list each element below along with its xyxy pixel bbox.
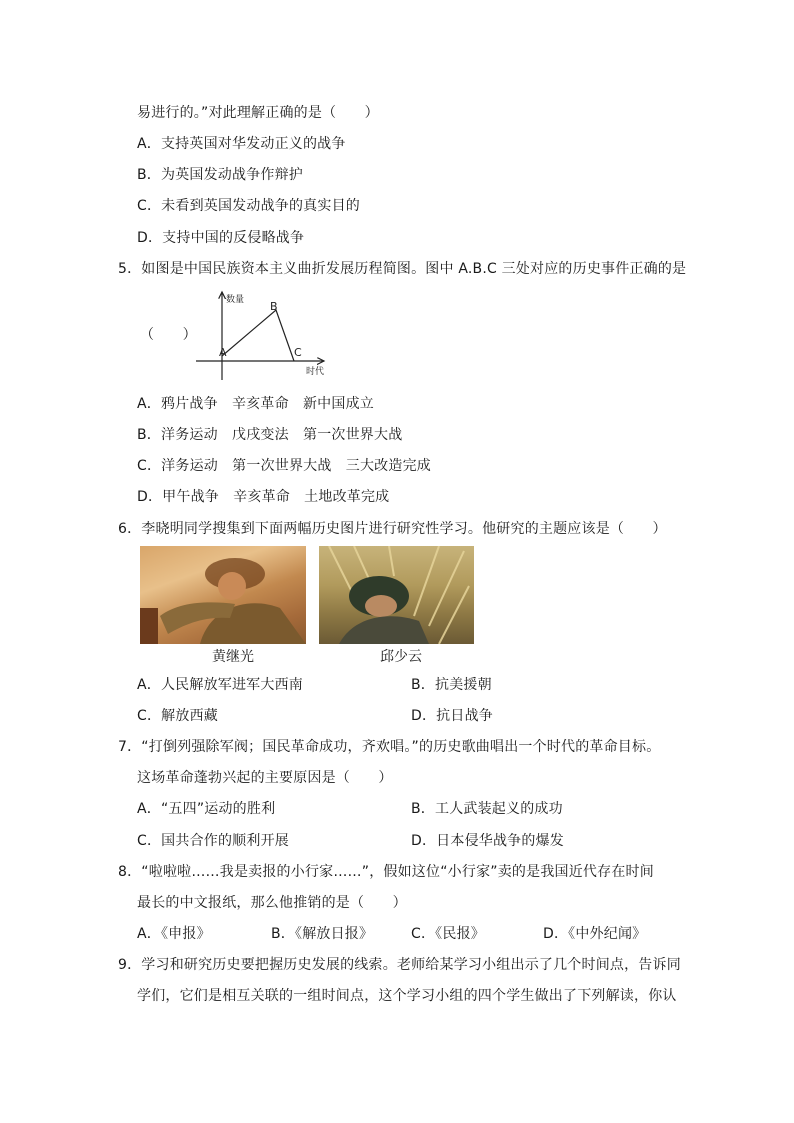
q9-stem-line1: 9．学习和研究历史要把握历史发展的线索。老师给某学习小组出示了几个时间点，告诉同 (118, 957, 681, 973)
q6-option-b: B．抗美援朝 (411, 677, 492, 693)
q8-option-c: C．《民报》 (411, 926, 485, 942)
q5-trend-line (222, 310, 294, 361)
q4-option-a: A．支持英国对华发动正义的战争 (137, 136, 346, 152)
q8-option-d: D．《中外纪闻》 (543, 926, 647, 942)
q4-option-c: C．未看到英国发动战争的真实目的 (137, 198, 360, 214)
qiu-shaoyun-caption: 邱少云 (380, 649, 422, 665)
q6-option-d: D．抗日战争 (411, 708, 493, 724)
q6-stem: 6．李晓明同学搜集到下面两幅历史图片进行研究性学习。他研究的主题应该是（ ） (118, 521, 667, 537)
q5-x-label: 时代 (306, 367, 325, 377)
q5-y-label: 数量 (226, 295, 245, 305)
qiu-shaoyun-photo (319, 546, 474, 644)
q9-stem-line2: 学们，它们是相互关联的一组时间点，这个学习小组的四个学生做出了下列解读，你认 (137, 988, 677, 1004)
q7-option-a: A．“五四”运动的胜利 (137, 801, 276, 817)
q7-option-c: C．国共合作的顺利开展 (137, 833, 289, 849)
q6-option-c: C．解放西藏 (137, 708, 218, 724)
q5-option-d: D．甲午战争 辛亥革命 土地改革完成 (137, 489, 390, 505)
q7-option-d: D．日本侵华战争的爆发 (411, 833, 564, 849)
q5-trend-figure (190, 288, 330, 383)
huang-jiguang-caption: 黄继光 (212, 649, 254, 665)
q8-stem-line1: 8．“啦啦啦……我是卖报的小行家……”，假如这位“小行家”卖的是我国近代存在时间 (118, 864, 654, 880)
q5-option-a: A．鸦片战争 辛亥革命 新中国成立 (137, 396, 374, 412)
q5-stem: 5．如图是中国民族资本主义曲折发展历程简图。图中 A.B.C 三处对应的历史事件正确的是 (118, 261, 687, 277)
q7-stem-line1: 7．“打倒列强除军阀；国民革命成功，齐欢唱。”的历史歌曲唱出一个时代的革命目标。 (118, 739, 661, 755)
q5-point-a: A (219, 346, 227, 359)
q4-option-d: D．支持中国的反侵略战争 (137, 230, 305, 246)
q8-option-b: B．《解放日报》 (271, 926, 374, 942)
huang-jiguang-photo (140, 546, 306, 644)
q5-paren: （ ） (140, 327, 197, 343)
q7-stem-line2: 这场革命蓬勃兴起的主要原因是（ ） (137, 770, 393, 786)
q7-option-b: B．工人武装起义的成功 (411, 801, 563, 817)
q4-stem-tail: 易进行的。”对此理解正确的是（ ） (137, 105, 379, 121)
q8-option-a: A．《申报》 (137, 926, 211, 942)
q5-point-c: C (294, 346, 302, 359)
q6-option-a: A．人民解放军进军大西南 (137, 677, 303, 693)
q4-option-b: B．为英国发动战争作辩护 (137, 167, 304, 183)
q5-option-b: B．洋务运动 戊戌变法 第一次世界大战 (137, 427, 403, 443)
q5-point-b: B (270, 300, 278, 313)
q5-option-c: C．洋务运动 第一次世界大战 三大改造完成 (137, 458, 431, 474)
q8-stem-line2: 最长的中文报纸，那么他推销的是（ ） (137, 895, 407, 911)
